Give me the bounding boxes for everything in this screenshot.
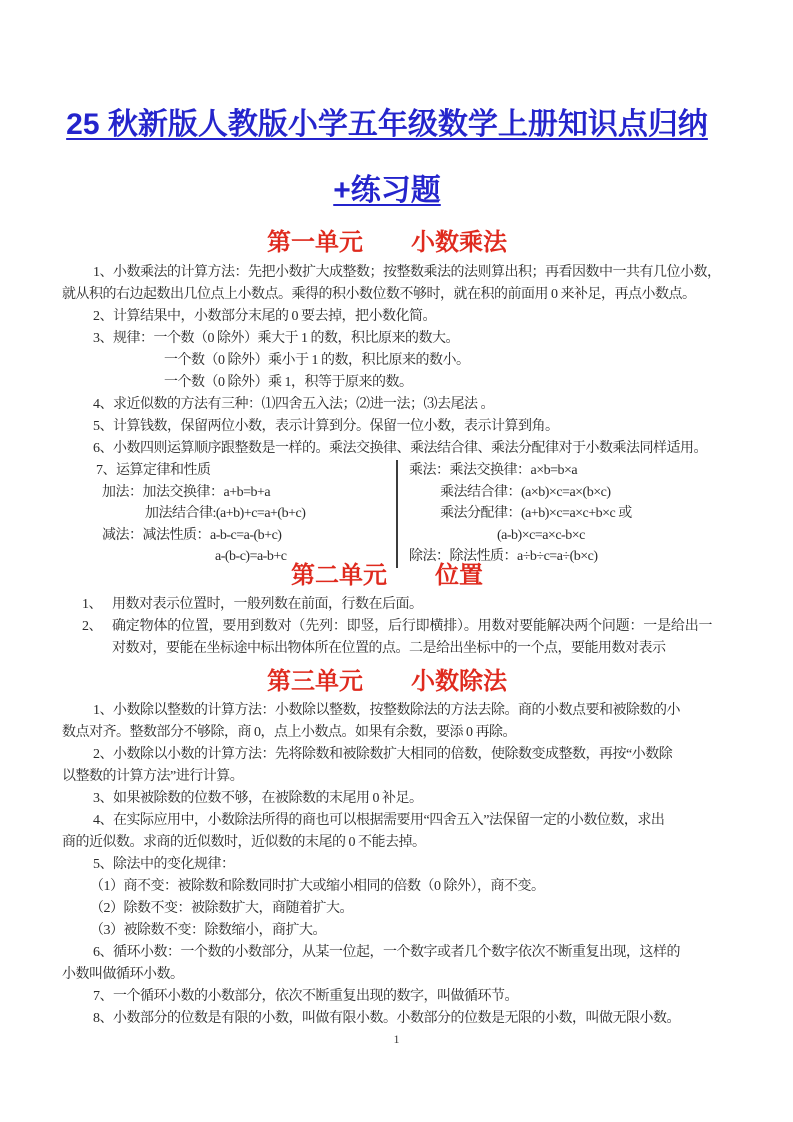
page-number: 1 <box>393 1032 400 1046</box>
text-line: 减法：减法性质：a-b-c=a-(b+c) <box>102 527 282 543</box>
text-line: 6、小数四则运算顺序跟整数是一样的。乘法交换律、乘法结合律、乘法分配律对于小数乘法同样适用。 <box>93 441 707 456</box>
text-line: 数点对齐。整数部分不够除，商 0，点上小数点。如果有余数，要添 0 再除。 <box>62 724 516 740</box>
text-line: 5、除法中的变化规律： <box>93 856 235 872</box>
document-title-text: 25 秋新版人教版小学五年级数学上册知识点归纳 <box>66 108 708 141</box>
text-line: 小数叫做循环小数。 <box>62 966 184 982</box>
text-line: 8、小数部分的位数是有限的小数，叫做有限小数。小数部分的位数是无限的小数，叫做无限小数。 <box>93 1010 680 1026</box>
text-line: 加法结合律:(a+b)+c=a+(b+c) <box>145 506 306 522</box>
text-line: 2、小数除以小数的计算方法：先将除数和被除数扩大相同的倍数，使除数变成整数，再按“小数除 <box>93 746 673 762</box>
text-line: 加法：加法交换律：a+b=b+a <box>102 484 271 500</box>
page-content <box>0 104 793 1030</box>
document-title <box>62 104 712 146</box>
text-line: （3）被除数不变：除数缩小，商扩大。 <box>90 922 326 938</box>
laws-right-column <box>396 460 712 568</box>
unit2-body <box>62 594 712 660</box>
unit3-body <box>62 700 712 1030</box>
text-line: 7、一个循环小数的小数部分，依次不断重复出现的数字，叫做循环节。 <box>93 988 518 1004</box>
operation-laws-table <box>62 460 712 568</box>
text-line: 4、在实际应用中，小数除法所得的商也可以根据需要用“四舍五入”法保留一定的小数位数，求出 <box>93 812 665 828</box>
list-item-text: 用数对表示位置时，一般列数在前面，行数在后面。 <box>112 596 423 612</box>
text-line: 商的近似数。求商的近似数时，近似数的末尾的 0 不能去掉。 <box>62 834 426 850</box>
text-line: a-(b-c)=a-b+c <box>215 549 287 565</box>
text-line: 2、计算结果中，小数部分末尾的 0 要去掉，把小数化简。 <box>93 309 436 324</box>
list-item-text: 确定物体的位置，要用到数对（先列：即竖，后行即横排）。用数对要能解决两个问题：一是给出一对数对，要能在坐标途中标出物体所在位置的点。二是给出坐标中的一个点，要能用数对表示 <box>112 618 712 656</box>
text-line: 就从积的右边起数出几位点上小数点。乘得的积小数位数不够时，就在积的前面用 0 来补足，再点小数点。 <box>62 287 696 302</box>
list-item-number: 2、 <box>82 618 102 634</box>
text-line: 乘法分配律：(a+b)×c=a×c+b×c 或 <box>440 506 632 522</box>
text-line: 一个数（0 除外）乘 1，积等于原来的数。 <box>164 375 413 390</box>
unit1-header: 第一单元 小数乘法 <box>267 229 507 256</box>
unit3-header: 第三单元 小数除法 <box>267 667 507 695</box>
text-line: 以整数的计算方法”进行计算。 <box>62 768 244 784</box>
text-line: 1、小数除以整数的计算方法：小数除以整数，按整数除法的方法去除。商的小数点要和被除数的小 <box>93 702 680 718</box>
text-line: 1、小数乘法的计算方法：先把小数扩大成整数；按整数乘法的法则算出积；再看因数中一共有几位小数， <box>93 265 721 280</box>
list-item <box>82 616 712 660</box>
text-line: 4、求近似数的方法有三种：⑴四舍五入法；⑵进一法；⑶去尾法 。 <box>93 397 494 412</box>
document-subtitle-text: +练习题 <box>333 174 441 207</box>
text-line: 6、循环小数：一个数的小数部分，从某一位起，一个数字或者几个数字依次不断重复出现，这样的 <box>93 944 680 960</box>
text-line: 7、运算定律和性质 <box>96 463 211 478</box>
text-line: 乘法结合律：(a×b)×c=a×(b×c) <box>440 484 611 500</box>
text-line: (a-b)×c=a×c-b×c <box>497 527 585 543</box>
text-line: 3、如果被除数的位数不够，在被除数的末尾用 0 补足。 <box>93 790 423 806</box>
text-line: 除法：除法性质：a÷b÷c=a÷(b×c) <box>409 549 598 565</box>
text-line: 一个数（0 除外）乘小于 1 的数，积比原来的数小。 <box>164 353 470 368</box>
text-line: 乘法：乘法交换律：a×b=b×a <box>409 463 578 478</box>
document-subtitle <box>62 170 712 212</box>
text-line: （2）除数不变：被除数扩大，商随着扩大。 <box>90 900 353 916</box>
unit1-body <box>62 262 721 460</box>
text-line: （1）商不变：被除数和除数同时扩大或缩小相同的倍数（0 除外），商不变。 <box>90 878 545 894</box>
laws-left-column <box>62 460 396 568</box>
text-line: 3、规律：一个数（0 除外）乘大于 1 的数，积比原来的数大。 <box>93 331 459 346</box>
list-item-number: 1、 <box>82 596 102 612</box>
unit2-header: 第二单元 位置 <box>291 561 483 589</box>
text-line: 5、计算钱数，保留两位小数，表示计算到分。保留一位小数，表示计算到角。 <box>93 419 559 434</box>
list-item <box>82 594 712 616</box>
